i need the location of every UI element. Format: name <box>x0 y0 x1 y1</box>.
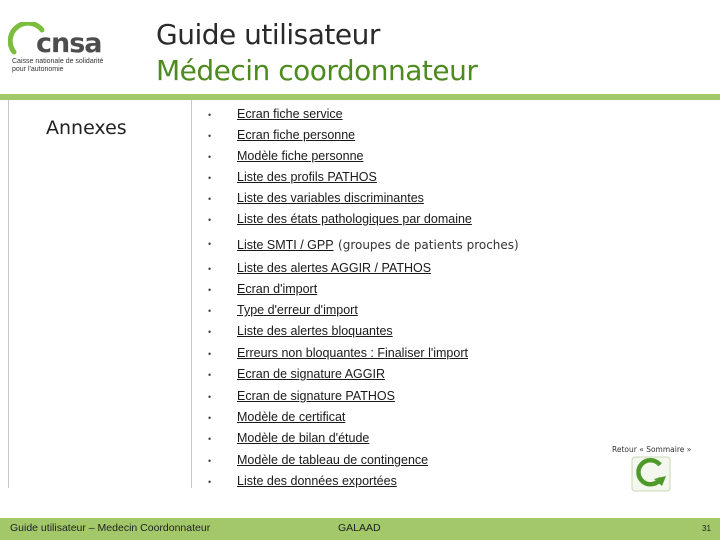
annex-link[interactable]: Liste des profils PATHOS <box>237 170 377 184</box>
footer-app-name: GALAAD <box>338 522 381 534</box>
annex-link[interactable]: Liste SMTI / GPP <box>237 238 334 252</box>
footer-page-number: 31 <box>702 524 711 533</box>
annex-link-item[interactable] <box>208 410 538 428</box>
logo-wordmark: cnsa <box>36 28 102 59</box>
annex-link[interactable]: Liste des alertes bloquantes <box>237 324 393 338</box>
bullet-icon: • <box>208 413 212 423</box>
annex-link[interactable]: Modèle de tableau de contingence <box>237 453 429 467</box>
annex-link-item[interactable] <box>208 212 538 230</box>
annex-link-suffix: (groupes de patients proches) <box>338 238 519 252</box>
annex-link-item[interactable] <box>208 303 538 321</box>
annex-link-item[interactable] <box>208 261 538 279</box>
bullet-icon: • <box>208 215 212 225</box>
annex-link-item[interactable] <box>208 324 538 342</box>
bullet-icon: • <box>208 456 212 466</box>
annex-link-item[interactable] <box>208 282 538 300</box>
retour-sommaire-label[interactable]: Retour « Sommaire » <box>612 445 692 454</box>
annex-link-item[interactable] <box>208 107 538 125</box>
bullet-icon: • <box>208 152 212 162</box>
annex-link[interactable]: Erreurs non bloquantes : Finaliser l'import <box>237 346 468 360</box>
page-title: Guide utilisateur <box>156 18 380 51</box>
bullet-icon: • <box>208 239 212 249</box>
bullet-icon: • <box>208 349 212 359</box>
annex-link[interactable]: Type d'erreur d'import <box>237 303 358 317</box>
annex-link[interactable]: Ecran de signature AGGIR <box>237 367 385 381</box>
bullet-icon: • <box>208 173 212 183</box>
annex-link[interactable]: Liste des états pathologiques par domaine <box>237 212 472 226</box>
annex-link-item[interactable] <box>208 170 538 188</box>
bullet-icon: • <box>208 131 212 141</box>
page-subtitle: Médecin coordonnateur <box>156 54 478 87</box>
annex-link-item[interactable] <box>208 128 538 146</box>
bullet-icon: • <box>208 285 212 295</box>
annex-link[interactable]: Ecran fiche service <box>237 107 343 121</box>
annex-link-item[interactable] <box>208 367 538 385</box>
annex-link-item[interactable] <box>208 453 538 471</box>
return-arrow-icon[interactable] <box>630 456 672 492</box>
annex-link-item[interactable] <box>208 389 538 407</box>
annex-link[interactable]: Modèle de certificat <box>237 410 346 424</box>
bullet-icon: • <box>208 392 212 402</box>
annex-link[interactable]: Liste des variables discriminantes <box>237 191 424 205</box>
footer-doc-title: Guide utilisateur – Medecin Coordonnateur <box>10 522 211 534</box>
annex-link[interactable]: Ecran d'import <box>237 282 318 296</box>
bullet-icon: • <box>208 370 212 380</box>
bullet-icon: • <box>208 306 212 316</box>
bullet-icon: • <box>208 264 212 274</box>
annex-link[interactable]: Modèle de bilan d'étude <box>237 431 370 445</box>
bullet-icon: • <box>208 434 212 444</box>
section-title: Annexes <box>46 117 127 139</box>
annex-link-item[interactable] <box>208 431 538 449</box>
annex-link[interactable]: Ecran fiche personne <box>237 128 356 142</box>
bullet-icon: • <box>208 327 212 337</box>
annex-link-item[interactable] <box>208 149 538 167</box>
annex-link-item[interactable] <box>208 474 538 492</box>
annex-link-item[interactable] <box>208 191 538 209</box>
annex-link-item[interactable] <box>208 346 538 364</box>
annex-link[interactable]: Liste des données exportées <box>237 474 397 488</box>
bullet-icon: • <box>208 477 212 487</box>
annex-link-item[interactable] <box>208 236 538 254</box>
logo-subtitle: Caisse nationale de solidarité pour l'autonomie <box>12 58 104 73</box>
annex-link[interactable]: Liste des alertes AGGIR / PATHOS <box>237 261 432 275</box>
bullet-icon: • <box>208 110 212 120</box>
annex-link[interactable]: Ecran de signature PATHOS <box>237 389 395 403</box>
bullet-icon: • <box>208 194 212 204</box>
footer-bar <box>0 518 720 540</box>
annex-link[interactable]: Modèle fiche personne <box>237 149 364 163</box>
